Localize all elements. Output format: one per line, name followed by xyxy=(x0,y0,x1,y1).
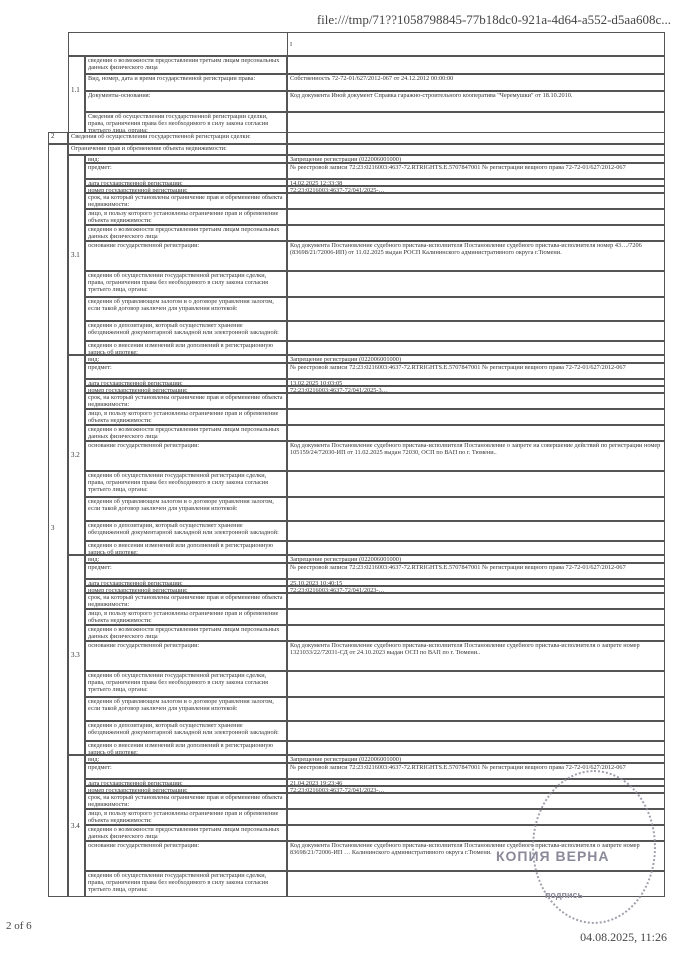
row-label: Вид, номер, дата и время государственной регистрации права: xyxy=(85,74,287,91)
row-value xyxy=(287,409,665,425)
row-label: сведения о возможности предоставления третьим лицам персональных данных физического лица xyxy=(85,625,287,641)
row-value: Запрещение регистрации (022006001000) xyxy=(287,555,665,563)
header-marker: I xyxy=(290,41,293,48)
row-value xyxy=(287,521,665,541)
row-label: основание государственной регистрации: xyxy=(85,641,287,671)
row-label: сведения об осуществлении государственной регистрации сделки, права, ограничения права без необходимого в силу закона согласия третьего лица, органа: xyxy=(85,471,287,497)
entry-number: 3.1 xyxy=(68,155,85,355)
row-label: номер государственной регистрации: xyxy=(85,786,287,793)
row-label: лицо, в пользу которого установлены ограничение прав и обременение объекта недвижимости: xyxy=(85,209,287,225)
row-label: номер государственной регистрации: xyxy=(85,386,287,393)
row-value: 13.02.2025 10:03:05 xyxy=(287,379,665,386)
row-value xyxy=(287,497,665,521)
row-label: срок, на который установлены ограничение прав и обременение объекта недвижимости: xyxy=(85,593,287,609)
row-label: срок, на который установлены ограничение прав и обременение объекта недвижимости: xyxy=(85,193,287,209)
row-value: 14.02.2025 12:33:38 xyxy=(287,179,665,186)
row-value: Запрещение регистрации (022006001000) xyxy=(287,355,665,363)
header-cell-left xyxy=(68,32,288,56)
section-number-1-1: 1.1 xyxy=(68,56,85,133)
file-url: file:///tmp/71??1058798845-77b18dc0-921a-4d64-a552-d5aa608c... xyxy=(316,12,671,27)
row-label: сведения о депозитарии, который осуществляет хранение обездвиженной документарной закладной или электронной закладной: xyxy=(85,721,287,741)
row-value xyxy=(287,671,665,697)
print-datetime: 04.08.2025, 11:26 xyxy=(580,930,667,944)
row-label: лицо, в пользу которого установлены ограничение прав и обременение объекта недвижимости: xyxy=(85,409,287,425)
stamp-signature-label: подпись xyxy=(545,890,584,900)
header-cell-right xyxy=(287,32,665,56)
section-number-3: 3 xyxy=(48,144,68,897)
row-label: сведения о внесении изменений или дополнений в регистрационную запись об ипотеке: xyxy=(85,541,287,555)
entry-number: 3.4 xyxy=(68,755,85,897)
row-label: основание государственной регистрации: xyxy=(85,441,287,471)
row-value: Код документа Постановление судебного пристава-исполнителя Постановление судебного пристава-исполнителя номер 43…/7206 (83698/21/72006-ИП) от 11.02.2025 выдан РОСП Калининского административного округа г.Тюмени. xyxy=(287,241,665,271)
row-value xyxy=(287,112,665,133)
section-3-label: Ограничение прав и обременение объекта недвижимости: xyxy=(68,144,287,155)
row-label: сведения об осуществлении государственной регистрации сделки, права, ограничения права без необходимого в силу закона согласия третьего лица, органа: xyxy=(85,671,287,697)
row-value xyxy=(287,56,665,74)
section-3-value xyxy=(287,144,665,155)
row-label: дата государственной регистрации: xyxy=(85,779,287,786)
certification-stamp xyxy=(532,770,656,924)
row-label: сведения о возможности предоставления третьим лицам персональных данных физического лица xyxy=(85,825,287,841)
row-label: предмет: xyxy=(85,163,287,179)
row-label: номер государственной регистрации: xyxy=(85,186,287,193)
row-label: предмет: xyxy=(85,763,287,779)
row-label: сведения о возможности предоставления третьим лицам персональных данных физического лица xyxy=(85,56,287,74)
row-label: сведения о внесении изменений или дополнений в регистрационную запись об ипотеке: xyxy=(85,741,287,755)
row-label: сведения об осуществлении государственной регистрации сделки, права, ограничения права без необходимого в силу закона согласия третьего лица, органа: xyxy=(85,271,287,297)
entry-number: 3.2 xyxy=(68,355,85,555)
row-value xyxy=(287,271,665,297)
row-label: сведения об управляющем залогом и о договоре управления залогом, если такой договор заключен для управления ипотекой: xyxy=(85,297,287,321)
row-value: 21.04.2023 19:23:46 xyxy=(287,779,665,786)
row-value xyxy=(287,341,665,355)
row-value: № реестровой записи 72:23:0216003:4637-72.RTRIGHTS.E.5707847001 № регистрации вещного права 72-72-01/627/2012-067 xyxy=(287,363,665,379)
row-value: Код документа Постановление судебного пристава-исполнителя Постановление судебного пристава-исполнителя о запрете номер 1321033/22/72031-СД от 24.10.2023 выдан ОСП по ВАП по г. Тюмени.. xyxy=(287,641,665,671)
section-number-2: 2 xyxy=(48,132,68,144)
row-label: лицо, в пользу которого установлены ограничение прав и обременение объекта недвижимости: xyxy=(85,609,287,625)
row-label: дата государственной регистрации: xyxy=(85,179,287,186)
section-2-value xyxy=(287,132,665,144)
row-value: 72:23:0216003:4637-72/041/2023-… xyxy=(287,586,665,593)
row-value: № реестровой записи 72:23:0216003:4637-72.RTRIGHTS.E.5707847001 № регистрации вещного права 72-72-01/627/2012-067 xyxy=(287,163,665,179)
row-label: вид: xyxy=(85,355,287,363)
row-label: сведения о депозитарии, который осуществляет хранение обездвиженной документарной закладной или электронной закладной: xyxy=(85,321,287,341)
row-value xyxy=(287,609,665,625)
row-label: номер государственной регистрации: xyxy=(85,586,287,593)
row-value: 72:23:0216003:4637-72/041/2025-… xyxy=(287,186,665,193)
row-value: Запрещение регистрации (022006001000) xyxy=(287,755,665,763)
row-label: предмет: xyxy=(85,363,287,379)
row-value: № реестровой записи 72:23:0216003:4637-72.RTRIGHTS.E.5707847001 № регистрации вещного права 72-72-01/627/2012-067 xyxy=(287,563,665,579)
row-value: 25.10.2023 10:40:15 xyxy=(287,579,665,586)
row-value: 72:23:0216003:4637-72/041/2023-… xyxy=(287,786,665,793)
row-label: сведения об управляющем залогом и о договоре управления залогом, если такой договор заключен для управления ипотекой: xyxy=(85,697,287,721)
stamp-text: КОПИЯ ВЕРНА xyxy=(496,848,610,864)
row-value: Код документа Постановление судебного пристава-исполнителя Постановление о запрете на совершение действий по регистрации номер 105159/24/72030-ИП от 11.02.2025 выдан 72030, ОСП по ВАП по г. Тюмени.. xyxy=(287,441,665,471)
row-label: сведения о депозитарии, который осуществляет хранение обездвиженной документарной закладной или электронной закладной: xyxy=(85,521,287,541)
row-value xyxy=(287,193,665,209)
row-label: сведения о возможности предоставления третьим лицам персональных данных физического лица xyxy=(85,225,287,241)
row-label: вид: xyxy=(85,155,287,163)
page-indicator: 2 of 6 xyxy=(6,920,32,932)
row-value xyxy=(287,625,665,641)
row-label: основание государственной регистрации: xyxy=(85,841,287,871)
row-value xyxy=(287,741,665,755)
row-value xyxy=(287,541,665,555)
row-value: Собственность 72-72-01/627/2012-067 от 24.12.2012 00:00:00 xyxy=(287,74,665,91)
row-label: предмет: xyxy=(85,563,287,579)
row-label: Документы-основания: xyxy=(85,91,287,112)
row-value xyxy=(287,593,665,609)
row-label: сведения о возможности предоставления третьим лицам персональных данных физического лица xyxy=(85,425,287,441)
row-value xyxy=(287,225,665,241)
row-value xyxy=(287,471,665,497)
row-label: основание государственной регистрации: xyxy=(85,241,287,271)
row-label: вид: xyxy=(85,755,287,763)
row-label: дата государственной регистрации: xyxy=(85,579,287,586)
entry-number: 3.3 xyxy=(68,555,85,755)
row-value: № реестровой записи 72:23:0216003:4637-72.RTRIGHTS.E.5707847001 № регистрации вещного права 72-72-01/627/2012-067 xyxy=(287,763,665,779)
row-value xyxy=(287,393,665,409)
row-label: сведения о внесении изменений или дополнений в регистрационную запись об ипотеке: xyxy=(85,341,287,355)
row-label: срок, на который установлены ограничение прав и обременение объекта недвижимости: xyxy=(85,393,287,409)
row-label: срок, на который установлены ограничение прав и обременение объекта недвижимости: xyxy=(85,793,287,809)
row-label: лицо, в пользу которого установлены ограничение прав и обременение объекта недвижимости: xyxy=(85,809,287,825)
row-value xyxy=(287,209,665,225)
row-value xyxy=(287,321,665,341)
row-label: Сведения об осуществлении государственной регистрации сделки, права, ограничения права без необходимого в силу закона согласия третьего лица, органа: xyxy=(85,112,287,133)
row-value: Запрещение регистрации (022006001000) xyxy=(287,155,665,163)
row-label: сведения об осуществлении государственной регистрации сделки, права, ограничения права без необходимого в силу закона согласия третьего лица, органа: xyxy=(85,871,287,897)
section-2-label: Сведения об осуществлении государственной регистрации сделки: xyxy=(68,132,287,144)
row-label: вид: xyxy=(85,555,287,563)
row-value xyxy=(287,697,665,721)
row-value xyxy=(287,425,665,441)
row-value xyxy=(287,721,665,741)
row-value: Код документа Постановление судебного пристава-исполнителя Постановление судебного пристава-исполнителя о запрете номер 83698/21/72006-ИП … Калининского административного округа г.Тюмени. xyxy=(287,841,665,871)
row-label: дата государственной регистрации: xyxy=(85,379,287,386)
row-value: Код документа Иной документ Справка гаражно-строительного кооператива "Черемушки" от 18.10.2010. xyxy=(287,91,665,112)
row-value xyxy=(287,297,665,321)
row-label: сведения об управляющем залогом и о договоре управления залогом, если такой договор заключен для управления ипотекой: xyxy=(85,497,287,521)
row-value: 72:23:0216003:4637-72/041/2025-3… xyxy=(287,386,665,393)
